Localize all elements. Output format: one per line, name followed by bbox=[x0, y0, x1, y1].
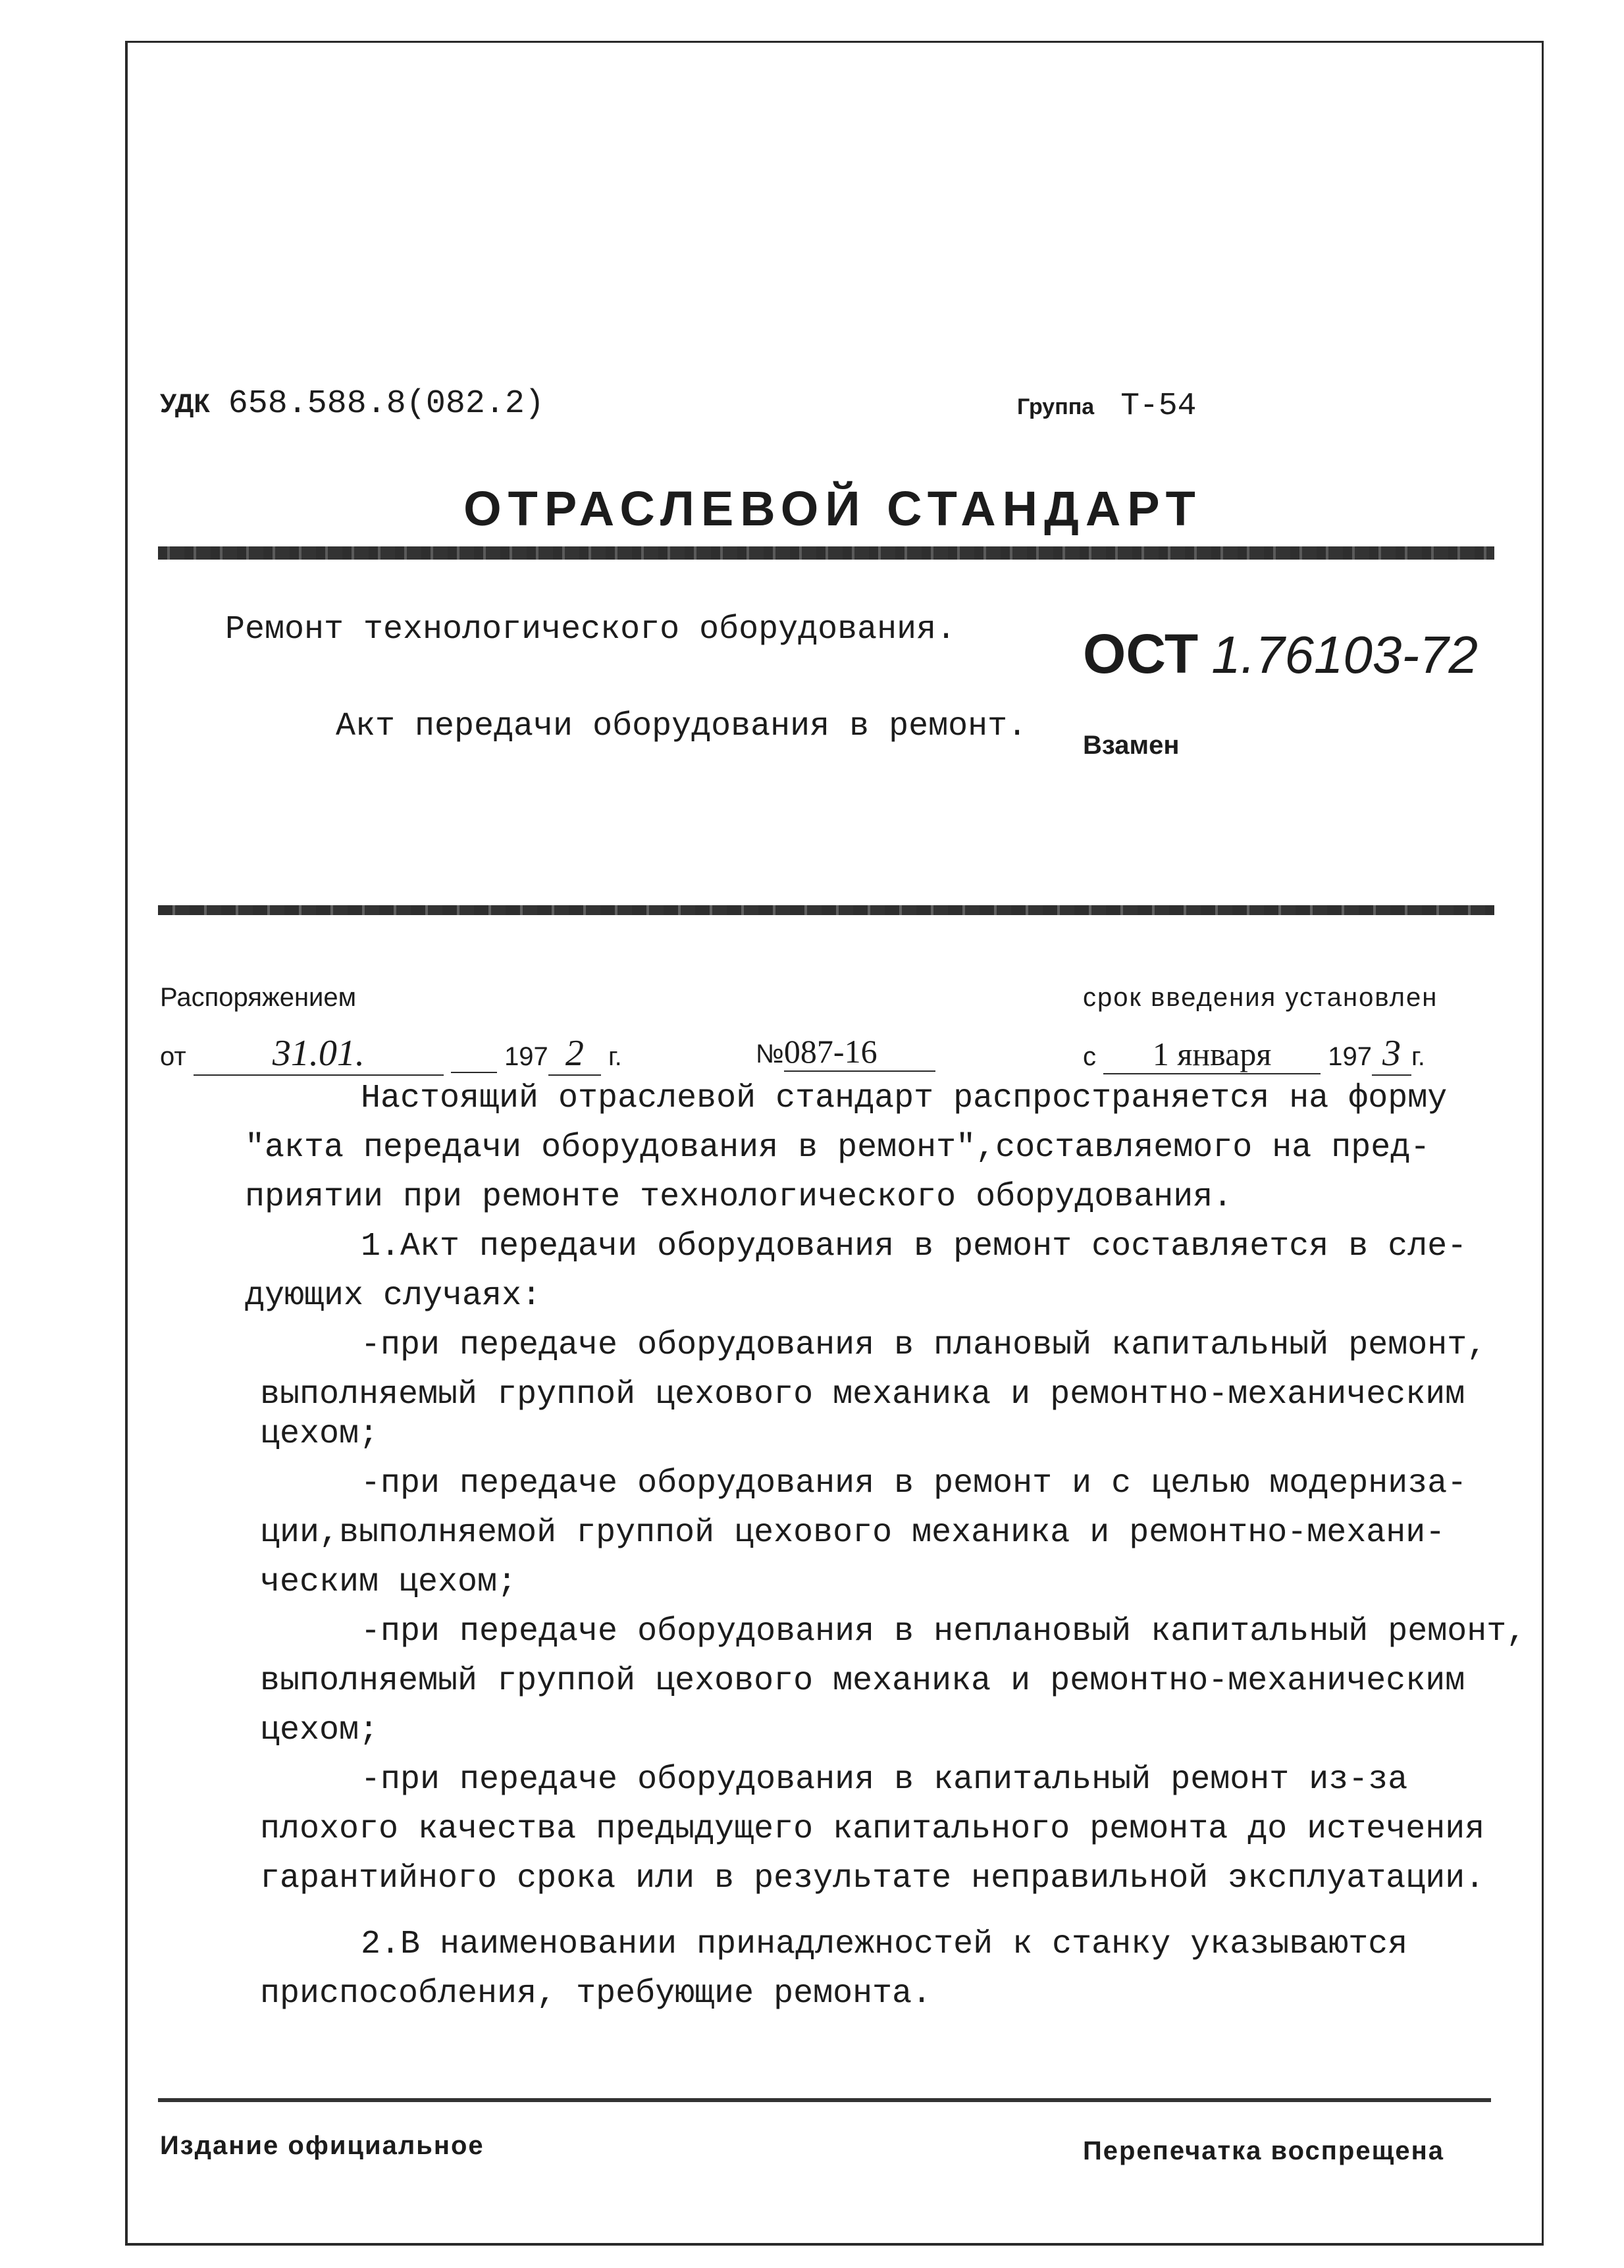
body-line: Настоящий отраслевой стандарт распространяется на форму bbox=[361, 1080, 1448, 1117]
subject-line-1: Ремонт технологического оборудования. bbox=[225, 611, 956, 648]
body-line: выполняемый группой цехового механика и ремонтно-механическим bbox=[260, 1376, 1465, 1413]
body-line: приспособления, требующие ремонта. bbox=[260, 1975, 932, 2013]
effective-date bbox=[1083, 1032, 1425, 1076]
order-day-month: 31.01. bbox=[194, 1032, 444, 1076]
body-line: дующих случаях: bbox=[245, 1277, 542, 1315]
body-line: -при передаче оборудования в плановый капитальный ремонт, bbox=[361, 1327, 1487, 1364]
effective-year-digit: 3 bbox=[1372, 1032, 1411, 1076]
effective-year-prefix: 197 bbox=[1328, 1042, 1372, 1071]
udk-label: УДК bbox=[160, 389, 210, 418]
header-divider bbox=[158, 905, 1494, 915]
udk-value: 658.588.8(082.2) bbox=[228, 385, 544, 423]
body-line: приятии при ремонте технологического оборудования. bbox=[245, 1178, 1233, 1216]
document-title: ОТРАСЛЕВОЙ СТАНДАРТ bbox=[463, 481, 1202, 536]
order-number-value: 087-16 bbox=[783, 1033, 877, 1070]
footer-divider bbox=[158, 2098, 1491, 2102]
reprint-note: Перепечатка воспрещена bbox=[1083, 2136, 1444, 2165]
body-line: плохого качества предыдущего капитального ремонта до истечения bbox=[260, 1810, 1485, 1848]
order-number-label: № bbox=[756, 1040, 784, 1068]
body-line: цехом; bbox=[260, 1712, 379, 1749]
group-code bbox=[1017, 388, 1196, 424]
body-line: гарантийного срока или в результате неправильной эксплуатации. bbox=[260, 1860, 1485, 1897]
order-year-prefix: 197 bbox=[504, 1042, 548, 1071]
effective-date-label: срок введения установлен bbox=[1083, 983, 1438, 1012]
standard-number bbox=[1083, 622, 1478, 686]
order-year-suffix: г. bbox=[608, 1042, 622, 1071]
effective-day-month: 1 января bbox=[1103, 1035, 1321, 1074]
body-line: -при передаче оборудования в капитальный ремонт из-за bbox=[361, 1761, 1408, 1799]
order-year-digit: 2 bbox=[548, 1032, 601, 1076]
body-line: цехом; bbox=[260, 1415, 379, 1453]
title-divider bbox=[158, 546, 1494, 560]
udk-code bbox=[160, 385, 544, 423]
order-from-label: от bbox=[160, 1042, 186, 1071]
group-value: Т-54 bbox=[1120, 388, 1197, 424]
body-line: -при передаче оборудования в ремонт и с целью модерниза- bbox=[361, 1465, 1467, 1502]
effective-year-suffix: г. bbox=[1411, 1042, 1425, 1071]
since-label: с bbox=[1083, 1042, 1096, 1071]
order-date bbox=[160, 1032, 622, 1076]
body-line: "акта передачи оборудования в ремонт",составляемого на пред- bbox=[245, 1129, 1430, 1167]
ost-prefix: ОСТ bbox=[1083, 623, 1199, 685]
subject-line-2: Акт передачи оборудования в ремонт. bbox=[336, 708, 1028, 745]
body-line: ческим цехом; bbox=[260, 1564, 517, 1601]
body-line: -при передаче оборудования в неплановый капитальный ремонт, bbox=[361, 1613, 1527, 1650]
body-line: ции,выполняемой группой цехового механика и ремонтно-механи- bbox=[260, 1514, 1446, 1552]
body-line: выполняемый группой цехового механика и ремонтно-механическим bbox=[260, 1662, 1465, 1700]
body-line: 2.В наименовании принадлежностей к станку указываются bbox=[361, 1926, 1408, 1963]
group-label: Группа bbox=[1017, 394, 1095, 419]
order-number bbox=[756, 1032, 935, 1072]
order-by-label: Распоряжением bbox=[160, 983, 357, 1012]
ost-number: 1.76103-72 bbox=[1211, 625, 1479, 684]
body-line: 1.Акт передачи оборудования в ремонт составляется в сле- bbox=[361, 1228, 1467, 1265]
edition-note: Издание официальное bbox=[160, 2131, 485, 2160]
replaces-label: Взамен bbox=[1083, 731, 1180, 760]
